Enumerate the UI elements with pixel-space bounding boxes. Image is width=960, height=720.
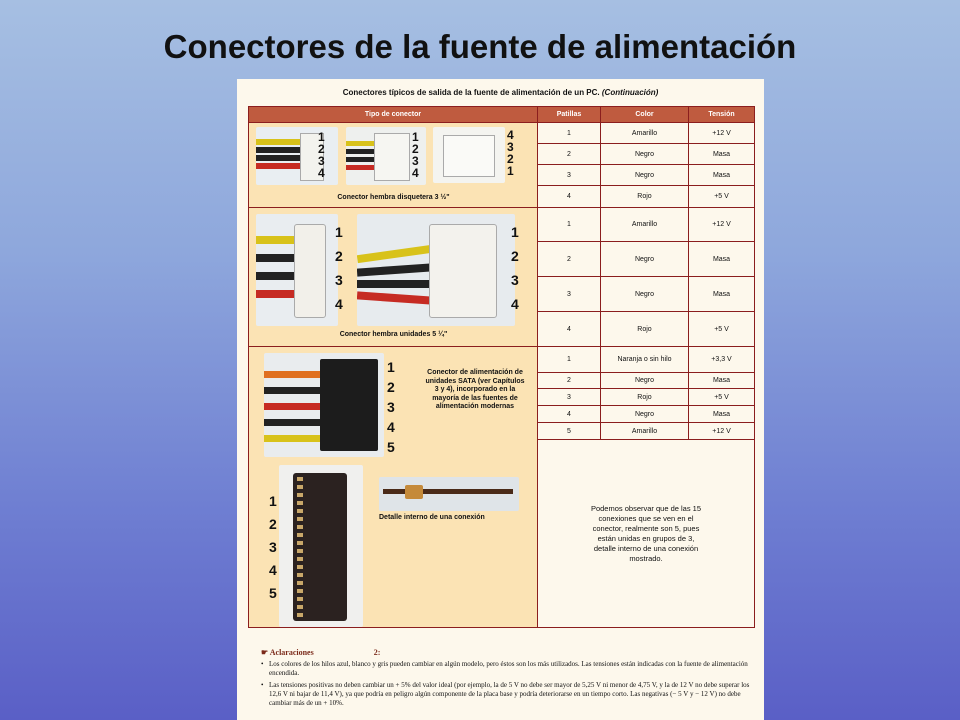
drive-connector-cell (249, 208, 538, 347)
drive-photo-1 (256, 214, 338, 326)
color-cell: Amarillo (601, 423, 689, 440)
sata-detail-caption: Detalle interno de una conexión (379, 514, 485, 521)
note-item: • Los colores de los hilos azul, blanco y gris pueden cambiar en algún modelo, pero éstos son los más utilizados. Las tensiones están indicadas con la fuente de alimentación encendida. (269, 660, 750, 678)
pin-label: 3 (507, 140, 514, 154)
pin-label: 1 (335, 224, 343, 240)
pin-cell: 4 (538, 406, 601, 423)
caption-continuation: (Continuación) (601, 88, 659, 97)
voltage-cell: Masa (689, 406, 755, 423)
voltage-cell: +5 V (689, 312, 755, 347)
pin-label: 1 (269, 493, 277, 509)
sata-caption: Conector de alimentación de unidades SATA (ver Capítulos 3 y 4), incorporado en la mayoría de las fuentes de alimentación modernas (425, 369, 525, 410)
pin-label: 4 (318, 166, 325, 180)
pin-label: 2 (387, 379, 395, 395)
sata-detail-photo (379, 477, 519, 511)
pin-cell: 3 (538, 277, 601, 312)
header-color: Color (601, 107, 689, 123)
notes-section (237, 638, 764, 720)
voltage-cell: +12 V (689, 123, 755, 144)
pin-label: 3 (269, 539, 277, 555)
pin-cell: 4 (538, 312, 601, 347)
connector-table (248, 106, 755, 628)
pin-label: 3 (511, 272, 519, 288)
table-row (249, 123, 755, 144)
pin-label: 4 (412, 166, 419, 180)
pin-label: 4 (335, 296, 343, 312)
pin-cell: 4 (538, 186, 601, 208)
pin-label: 2 (507, 152, 514, 166)
pin-label: 3 (318, 154, 325, 168)
sata-photo-1 (264, 353, 384, 457)
pin-label: 4 (511, 296, 519, 312)
voltage-cell: +5 V (689, 186, 755, 208)
pin-label: 4 (387, 419, 395, 435)
caption-main: Conectores típicos de salida de la fuente de alimentación de un PC. (342, 88, 600, 97)
color-cell: Negro (601, 165, 689, 186)
table-row (249, 347, 755, 373)
table-row (249, 208, 755, 242)
pin-label: 1 (318, 130, 325, 144)
pin-cell: 1 (538, 347, 601, 373)
pin-cell: 3 (538, 165, 601, 186)
color-cell: Rojo (601, 186, 689, 208)
voltage-cell: Masa (689, 373, 755, 389)
pin-label: 5 (269, 585, 277, 601)
color-cell: Negro (601, 144, 689, 165)
voltage-cell: +5 V (689, 389, 755, 406)
pin-label: 1 (507, 164, 514, 178)
header-type: Tipo de conector (249, 107, 538, 123)
voltage-cell: Masa (689, 144, 755, 165)
observation-text: Podemos observar que de las 15 conexiones que se ven en el conector, realmente son 5, pues están unidas en grupos de 3, detalle interno de una conexión mostrado. (590, 503, 702, 563)
table-caption (237, 88, 764, 97)
color-cell: Negro (601, 242, 689, 277)
color-cell: Amarillo (601, 208, 689, 242)
voltage-cell: Masa (689, 242, 755, 277)
document-page (237, 79, 764, 720)
pin-label: 5 (387, 439, 395, 455)
drive-photo-2 (357, 214, 515, 326)
color-cell: Negro (601, 277, 689, 312)
color-cell: Amarillo (601, 123, 689, 144)
color-cell: Rojo (601, 312, 689, 347)
pin-label: 2 (269, 516, 277, 532)
pin-label: 2 (318, 142, 325, 156)
pin-label: 2 (511, 248, 519, 264)
pin-cell: 2 (538, 242, 601, 277)
notes-title-suffix: 2: (373, 648, 381, 657)
voltage-cell: +12 V (689, 208, 755, 242)
pin-cell: 1 (538, 208, 601, 242)
pin-label: 3 (387, 399, 395, 415)
notes-title-text: Aclaraciones (269, 648, 314, 657)
voltage-cell: +12 V (689, 423, 755, 440)
pin-label: 2 (335, 248, 343, 264)
slide-title: Conectores de la fuente de alimentación (163, 28, 797, 65)
pin-cell: 5 (538, 423, 601, 440)
pin-label: 1 (387, 359, 395, 375)
pin-cell: 3 (538, 389, 601, 406)
floppy-photo-3 (433, 127, 505, 183)
pin-label: 2 (412, 142, 419, 156)
floppy-photo-1 (256, 127, 338, 185)
pin-label: 1 (511, 224, 519, 240)
floppy-connector-cell (249, 123, 538, 208)
pin-label: 4 (269, 562, 277, 578)
voltage-cell: Masa (689, 277, 755, 312)
observation-cell (538, 440, 755, 628)
header-voltage: Tensión (689, 107, 755, 123)
pin-cell: 1 (538, 123, 601, 144)
pin-cell: 2 (538, 373, 601, 389)
voltage-cell: +3,3 V (689, 347, 755, 373)
pin-cell: 2 (538, 144, 601, 165)
notes-title: ☛ Aclaraciones 2: (261, 648, 381, 657)
voltage-cell: Masa (689, 165, 755, 186)
note-item: • Las tensiones positivas no deben cambiar un + 5% del valor ideal (por ejemplo, la de 5 V no debe ser mayor de 5,25 V ni menor de 4,75 V, y la de 12 V no debe superar los 12,6 V ni bajar de 11,4 V), ya que podría en peligro algún componente de la placa base y podría deteriorarse en un tiempo corto. Las negativas (− 5 V y − 12 V) no debe cambiar más de un + 10%. (269, 681, 750, 708)
color-cell: Negro (601, 406, 689, 423)
pin-label: 4 (507, 128, 514, 142)
drive-caption: Conector hembra unidades 5 ¼" (339, 331, 448, 338)
color-cell: Naranja o sin hilo (601, 347, 689, 373)
pin-label: 1 (412, 130, 419, 144)
sata-photo-2 (279, 465, 363, 627)
sata-connector-cell (249, 347, 538, 628)
color-cell: Rojo (601, 389, 689, 406)
pin-label: 3 (335, 272, 343, 288)
pin-label: 3 (412, 154, 419, 168)
table-header-row (249, 107, 755, 123)
color-cell: Negro (601, 373, 689, 389)
header-pins: Patillas (538, 107, 601, 123)
floppy-caption: Conector hembra disquetera 3 ½" (337, 194, 450, 201)
